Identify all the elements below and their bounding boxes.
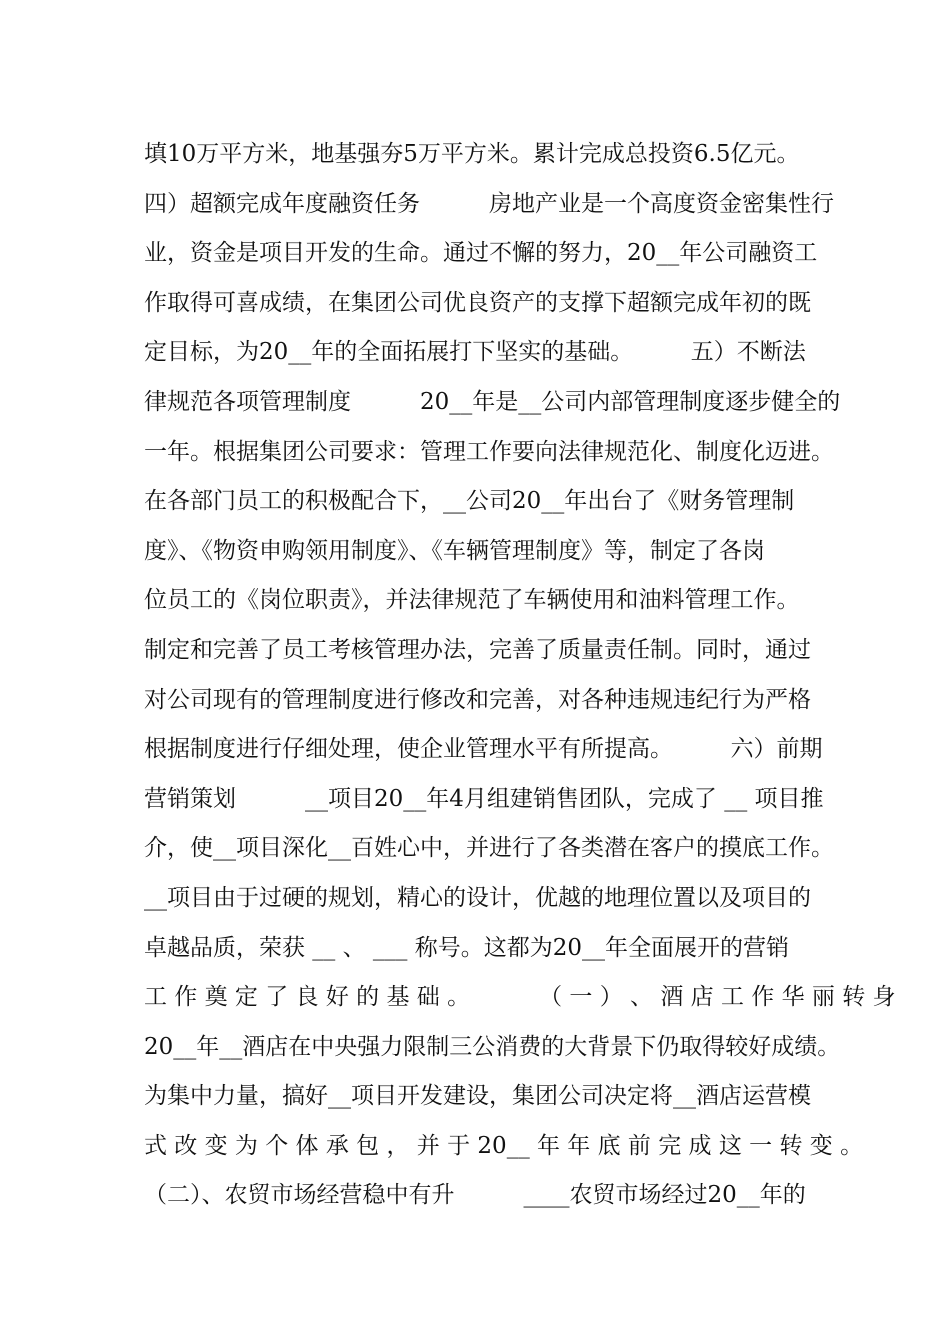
text-line: 一年。根据集团公司要求：管理工作要向法律规范化、制度化迈进。 [144,438,834,465]
text-line: 式 改 变 为 个 体 承 包 ， 并 于 20__ 年 年 底 前 完 成 这 一 转 变 。 [144,1132,864,1159]
text-line: __项目由于过硬的规划，精心的设计，优越的地理位置以及项目的 [144,884,811,911]
text-line: 作取得可喜成绩，在集团公司优良资产的支撑下超额完成年初的既 [144,289,811,316]
text-line: 填10万平方米，地基强夯5万平方米。累计完成总投资6.5亿元。 [144,141,800,167]
text-line: 业，资金是项目开发的生命。通过不懈的努力，20__年公司融资工 [144,240,818,267]
text-line: 根据制度进行仔细处理，使企业管理水平有所提高。 六）前期 [144,736,823,763]
text-line: 卓越品质，荣获 __ 、 ___ 称号。这都为20__年全面展开的营销 [144,934,790,961]
text-line: 度》、《物资申购领用制度》、《车辆管理制度》等，制定了各岗 [144,537,765,564]
text-line: 四）超额完成年度融资任务 房地产业是一个高度资金密集性行 [144,190,834,217]
text-line: 为集中力量，搞好__项目开发建设，集团公司决定将__酒店运营模 [144,1083,811,1110]
text-line: 制定和完善了员工考核管理办法，完善了质量责任制。同时，通过 [144,636,811,663]
text-line: 介，使__项目深化__百姓心中，并进行了各类潜在客户的摸底工作。 [144,835,834,862]
text-line: 营销策划 __项目20__年4月组建销售团队，完成了 __ 项目推 [144,785,824,812]
text-line: 对公司现有的管理制度进行修改和完善，对各种违规违纪行为严格 [144,686,811,713]
text-line: 20__年__酒店在中央强力限制三公消费的大背景下仍取得较好成绩。 [144,1033,841,1060]
text-line: 工 作 奠 定 了 良 好 的 基 础 。 （ 一 ） 、 酒 店 工 作 华 丽 转 身 [144,984,896,1011]
document-body [144,130,896,1221]
text-line: 在各部门员工的积极配合下，__公司20__年出台了《财务管理制 [144,488,795,515]
text-line: （二）、农贸市场经营稳中有升 ____农贸市场经过20__年的 [144,1182,806,1209]
text-line: 律规范各项管理制度 20__年是__公司内部管理制度逐步健全的 [144,388,841,415]
text-line: 位员工的《岗位职责》，并法律规范了车辆使用和油料管理工作。 [144,587,800,614]
text-line: 定目标，为20__年的全面拓展打下坚实的基础。 五）不断法 [144,339,806,366]
